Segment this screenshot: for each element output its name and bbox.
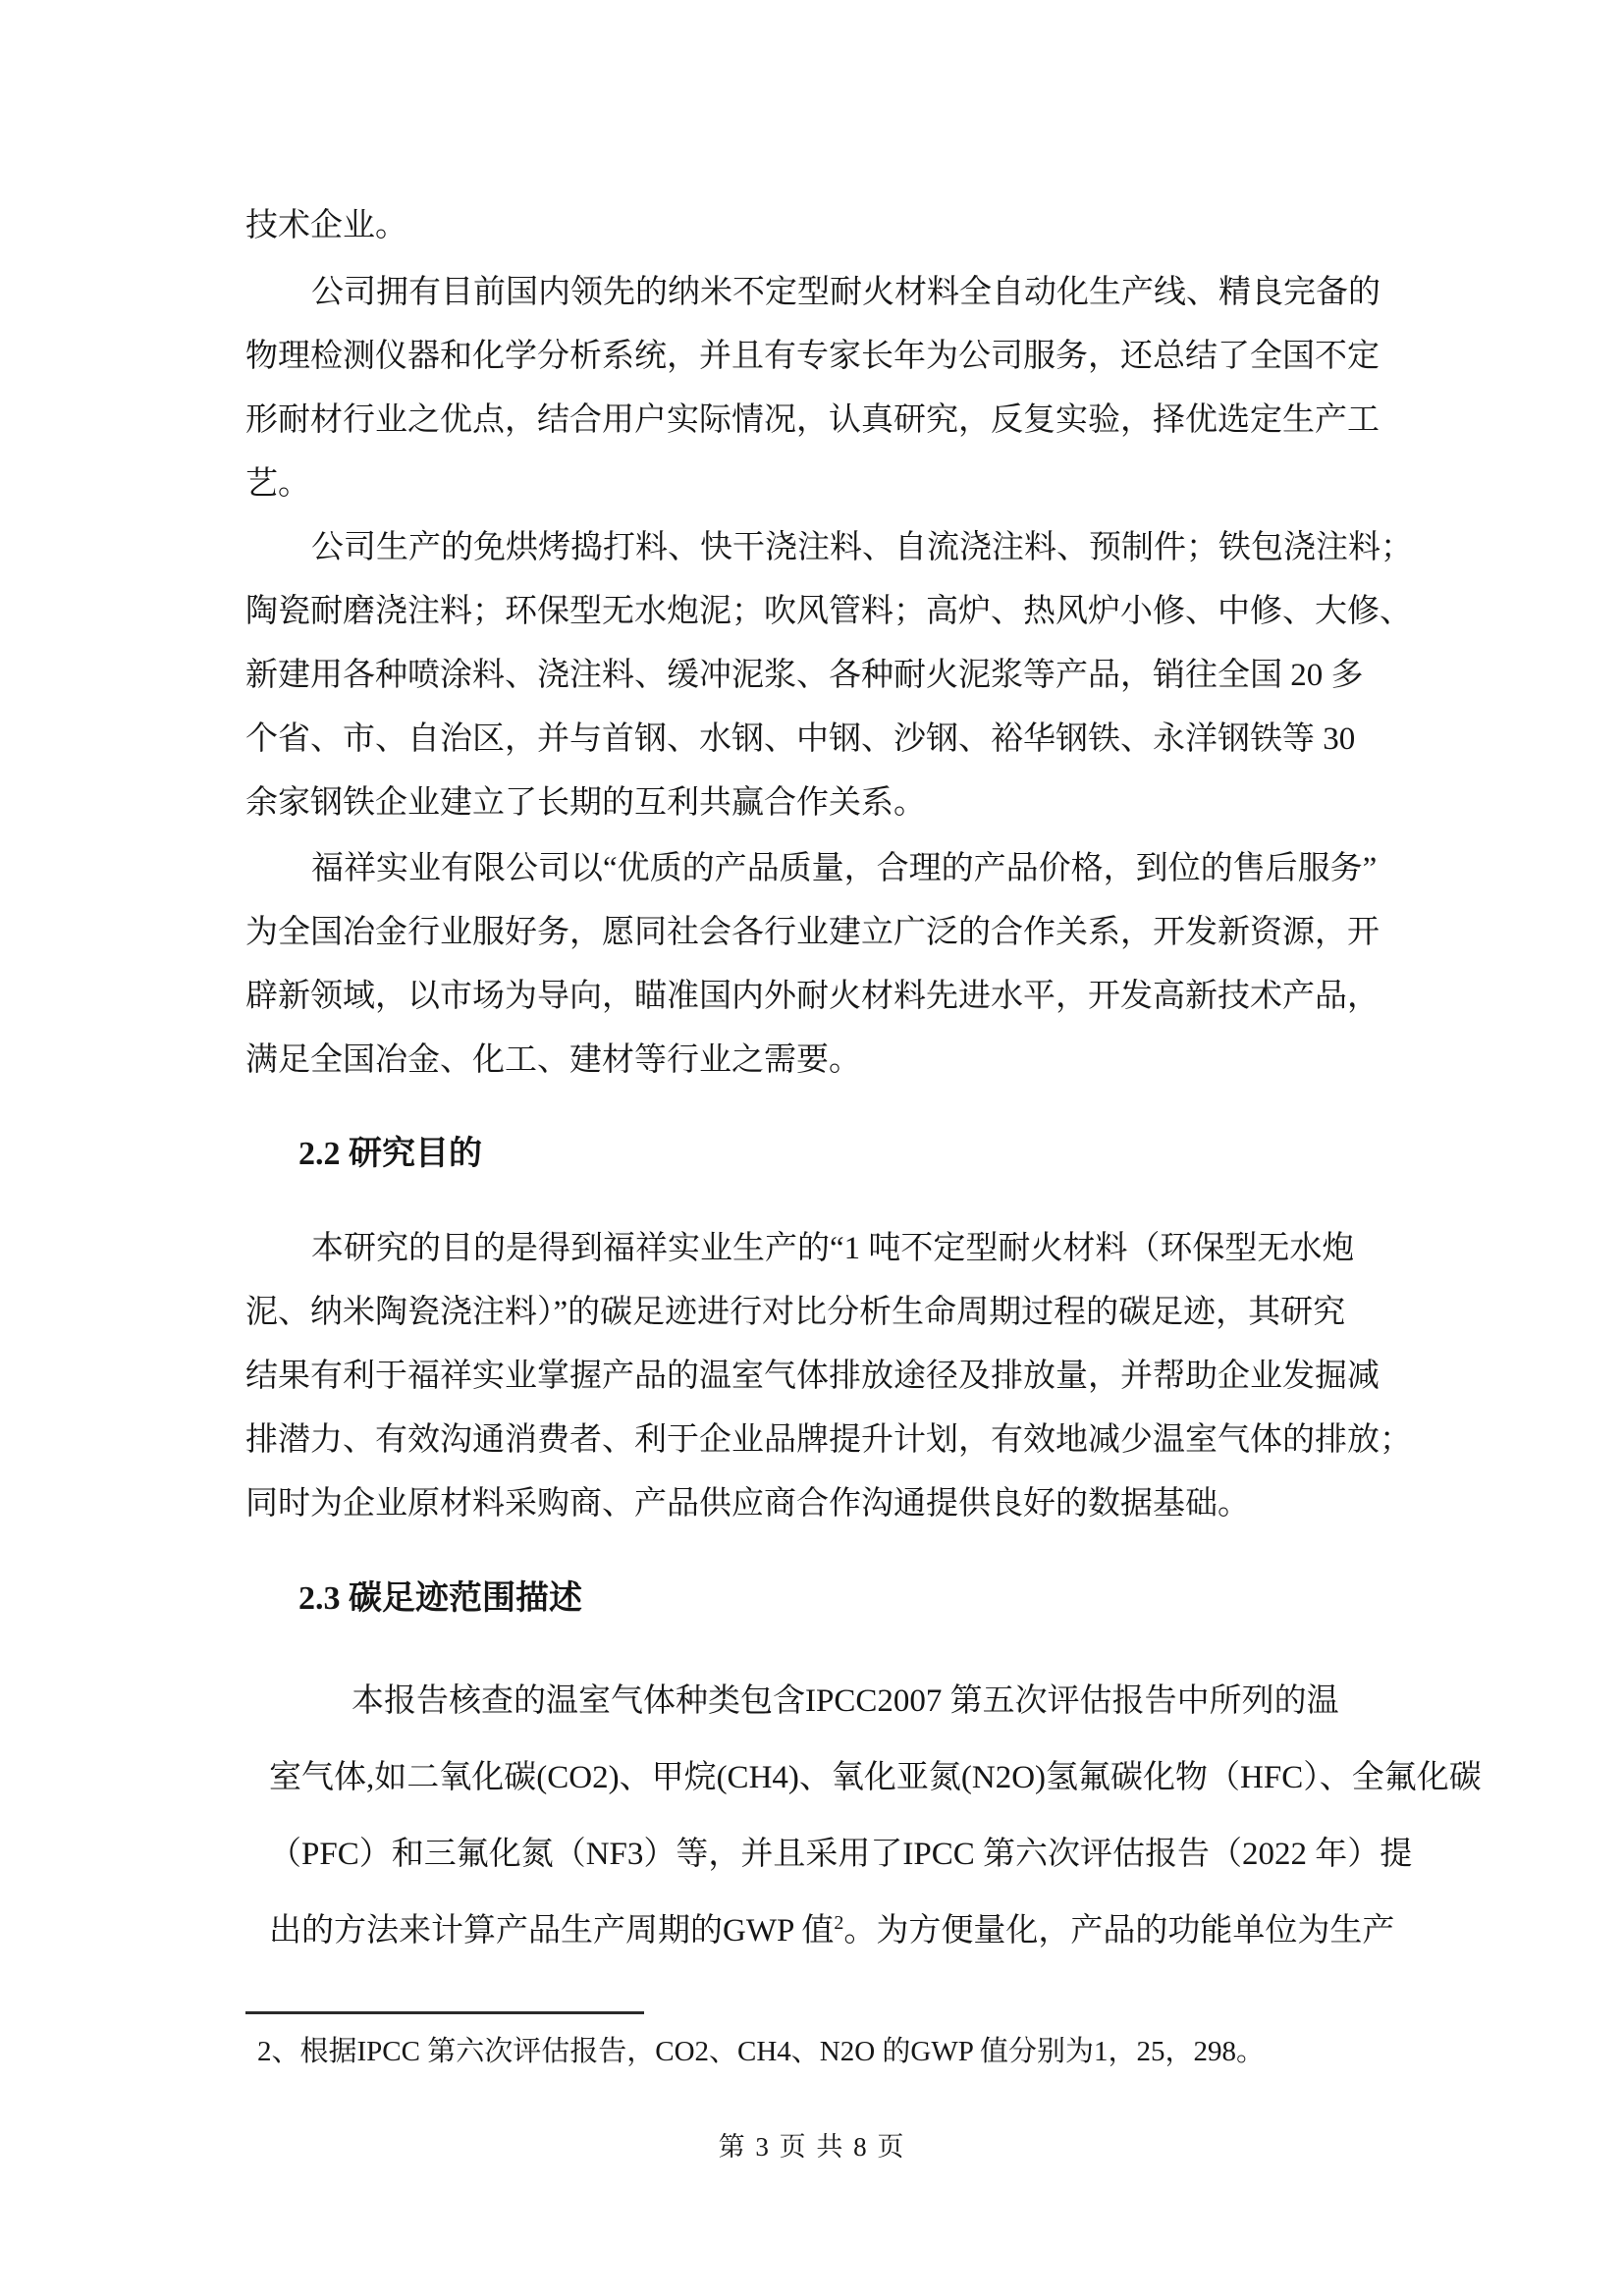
body-line: （PFC）和三氟化氮（NF3）等，并且采用了IPCC 第六次评估报告（2022 年）提	[269, 1837, 1413, 1872]
body-line: 个省、市、自治区，并与首钢、水钢、中钢、沙钢、裕华钢铁、永洋钢铁等 30	[245, 721, 1356, 757]
body-line: 本报告核查的温室气体种类包含IPCC2007 第五次评估报告中所列的温	[352, 1683, 1339, 1719]
body-line: 公司生产的免烘烤捣打料、快干浇注料、自流浇注料、预制件；铁包浇注料；	[311, 530, 1413, 565]
body-line: 技术企业。	[245, 208, 407, 243]
body-line: 余家钢铁企业建立了长期的互利共赢合作关系。	[245, 785, 926, 821]
body-line: 本研究的目的是得到福祥实业生产的“1 吨不定型耐火材料（环保型无水炮	[311, 1231, 1355, 1266]
paragraph-continuation	[245, 194, 1384, 258]
section-heading-2-3: 2.3 碳足迹范围描述	[298, 1580, 582, 1617]
paragraph-research-purpose	[245, 1217, 1412, 1536]
body-text: 出的方法来计算产品生产周期的GWP 值	[269, 1913, 835, 1949]
body-text: 。为方便量化，产品的功能单位为生产	[843, 1913, 1395, 1949]
body-line: 满足全国冶金、化工、建材等行业之需要。	[245, 1042, 861, 1078]
paragraph-company-overview	[245, 261, 1384, 516]
body-line: 陶瓷耐磨浇注料；环保型无水炮泥；吹风管料；高炉、热风炉小修、中修、大修、	[245, 594, 1412, 629]
body-line: 室气体,如二氧化碳(CO2)、甲烷(CH4)、氧化亚氮(N2O)氢氟碳化物（HFC）、全氟化碳	[269, 1760, 1482, 1795]
footnote-reference-2: 2	[834, 1912, 844, 1934]
body-line	[269, 1893, 1398, 1969]
body-line: 排潜力、有效沟通消费者、利于企业品牌提升计划，有效地减少温室气体的排放；	[245, 1422, 1412, 1458]
body-line: 为全国冶金行业服好务，愿同社会各行业建立广泛的合作关系，开发新资源，开	[245, 915, 1380, 950]
body-line: 福祥实业有限公司以“优质的产品质量，合理的产品价格，到位的售后服务”	[311, 851, 1378, 886]
body-line: 新建用各种喷涂料、浇注料、缓冲泥浆、各种耐火泥浆等产品，销往全国 20 多	[245, 658, 1364, 693]
body-line: 物理检测仪器和化学分析系统，并且有专家长年为公司服务，还总结了全国不定	[245, 339, 1380, 374]
page-number-footer: 第 3 页 共 8 页	[718, 2132, 906, 2162]
body-line: 辟新领域，以市场为导向，瞄准国内外耐火材料先进水平，开发高新技术产品，	[245, 979, 1380, 1014]
body-line: 形耐材行业之优点，结合用户实际情况，认真研究，反复实验，择优选定生产工	[245, 402, 1380, 438]
body-line: 结果有利于福祥实业掌握产品的温室气体排放途径及排放量，并帮助企业发掘减	[245, 1359, 1380, 1394]
body-line: 艺。	[245, 466, 310, 502]
body-line: 泥、纳米陶瓷浇注料）”的碳足迹进行对比分析生命周期过程的碳足迹，其研究	[245, 1295, 1346, 1330]
paragraph-footprint-scope	[269, 1663, 1482, 1969]
footnote-separator-line	[245, 2011, 644, 2014]
footnote-text: 2、根据IPCC 第六次评估报告，CO2、CH4、N2O 的GWP 值分别为1，25，298。	[257, 2036, 1266, 2067]
section-heading-2-2: 2.2 研究目的	[298, 1136, 482, 1172]
body-line: 同时为企业原材料采购商、产品供应商合作沟通提供良好的数据基础。	[245, 1486, 1250, 1522]
paragraph-products	[245, 516, 1413, 835]
body-line: 公司拥有目前国内领先的纳米不定型耐火材料全自动化生产线、精良完备的	[311, 275, 1380, 310]
paragraph-company-mission	[245, 837, 1384, 1093]
